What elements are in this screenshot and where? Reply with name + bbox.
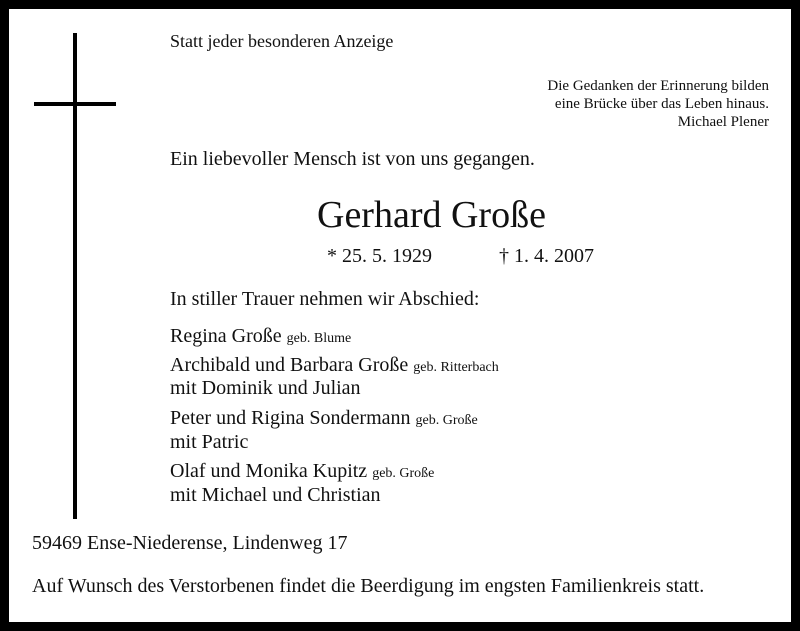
mourner-children: mit Michael und Christian xyxy=(170,484,381,506)
quote-line: Die Gedanken der Erinnerung bilden xyxy=(547,78,769,94)
mourner-children: mit Patric xyxy=(170,431,249,453)
mourner-children: mit Dominik und Julian xyxy=(170,377,361,399)
cross-icon-horizontal xyxy=(34,102,116,106)
mourner-line: Peter und Rigina Sondermann geb. Große xyxy=(170,407,478,429)
birth-date: * 25. 5. 1929 xyxy=(327,245,432,267)
intro-text: Ein liebevoller Mensch ist von uns gegangen. xyxy=(170,148,535,170)
notice-header: Statt jeder besonderen Anzeige xyxy=(170,31,394,51)
quote-author: Michael Plener xyxy=(677,114,769,130)
mourning-text: In stiller Trauer nehmen wir Abschied: xyxy=(170,288,480,310)
maiden-name: geb. Blume xyxy=(286,331,352,346)
quote-block xyxy=(547,77,769,131)
footer-text: Auf Wunsch des Verstorbenen findet die Beerdigung im engsten Familienkreis statt. xyxy=(32,575,705,597)
death-date: † 1. 4. 2007 xyxy=(499,245,594,267)
maiden-name: geb. Große xyxy=(372,466,435,481)
mourner-line: Olaf und Monika Kupitz geb. Große xyxy=(170,460,435,482)
maiden-name: geb. Ritterbach xyxy=(413,360,499,375)
maiden-name: geb. Große xyxy=(415,413,478,428)
mourner-line: Regina Große geb. Blume xyxy=(170,325,352,347)
obituary-notice xyxy=(9,9,791,622)
address: 59469 Ense-Niederense, Lindenweg 17 xyxy=(32,532,348,554)
quote-line: eine Brücke über das Leben hinaus. xyxy=(554,96,769,112)
deceased-name: Gerhard Große xyxy=(317,194,546,236)
mourner-line: Archibald und Barbara Große geb. Ritterbach xyxy=(170,354,499,376)
